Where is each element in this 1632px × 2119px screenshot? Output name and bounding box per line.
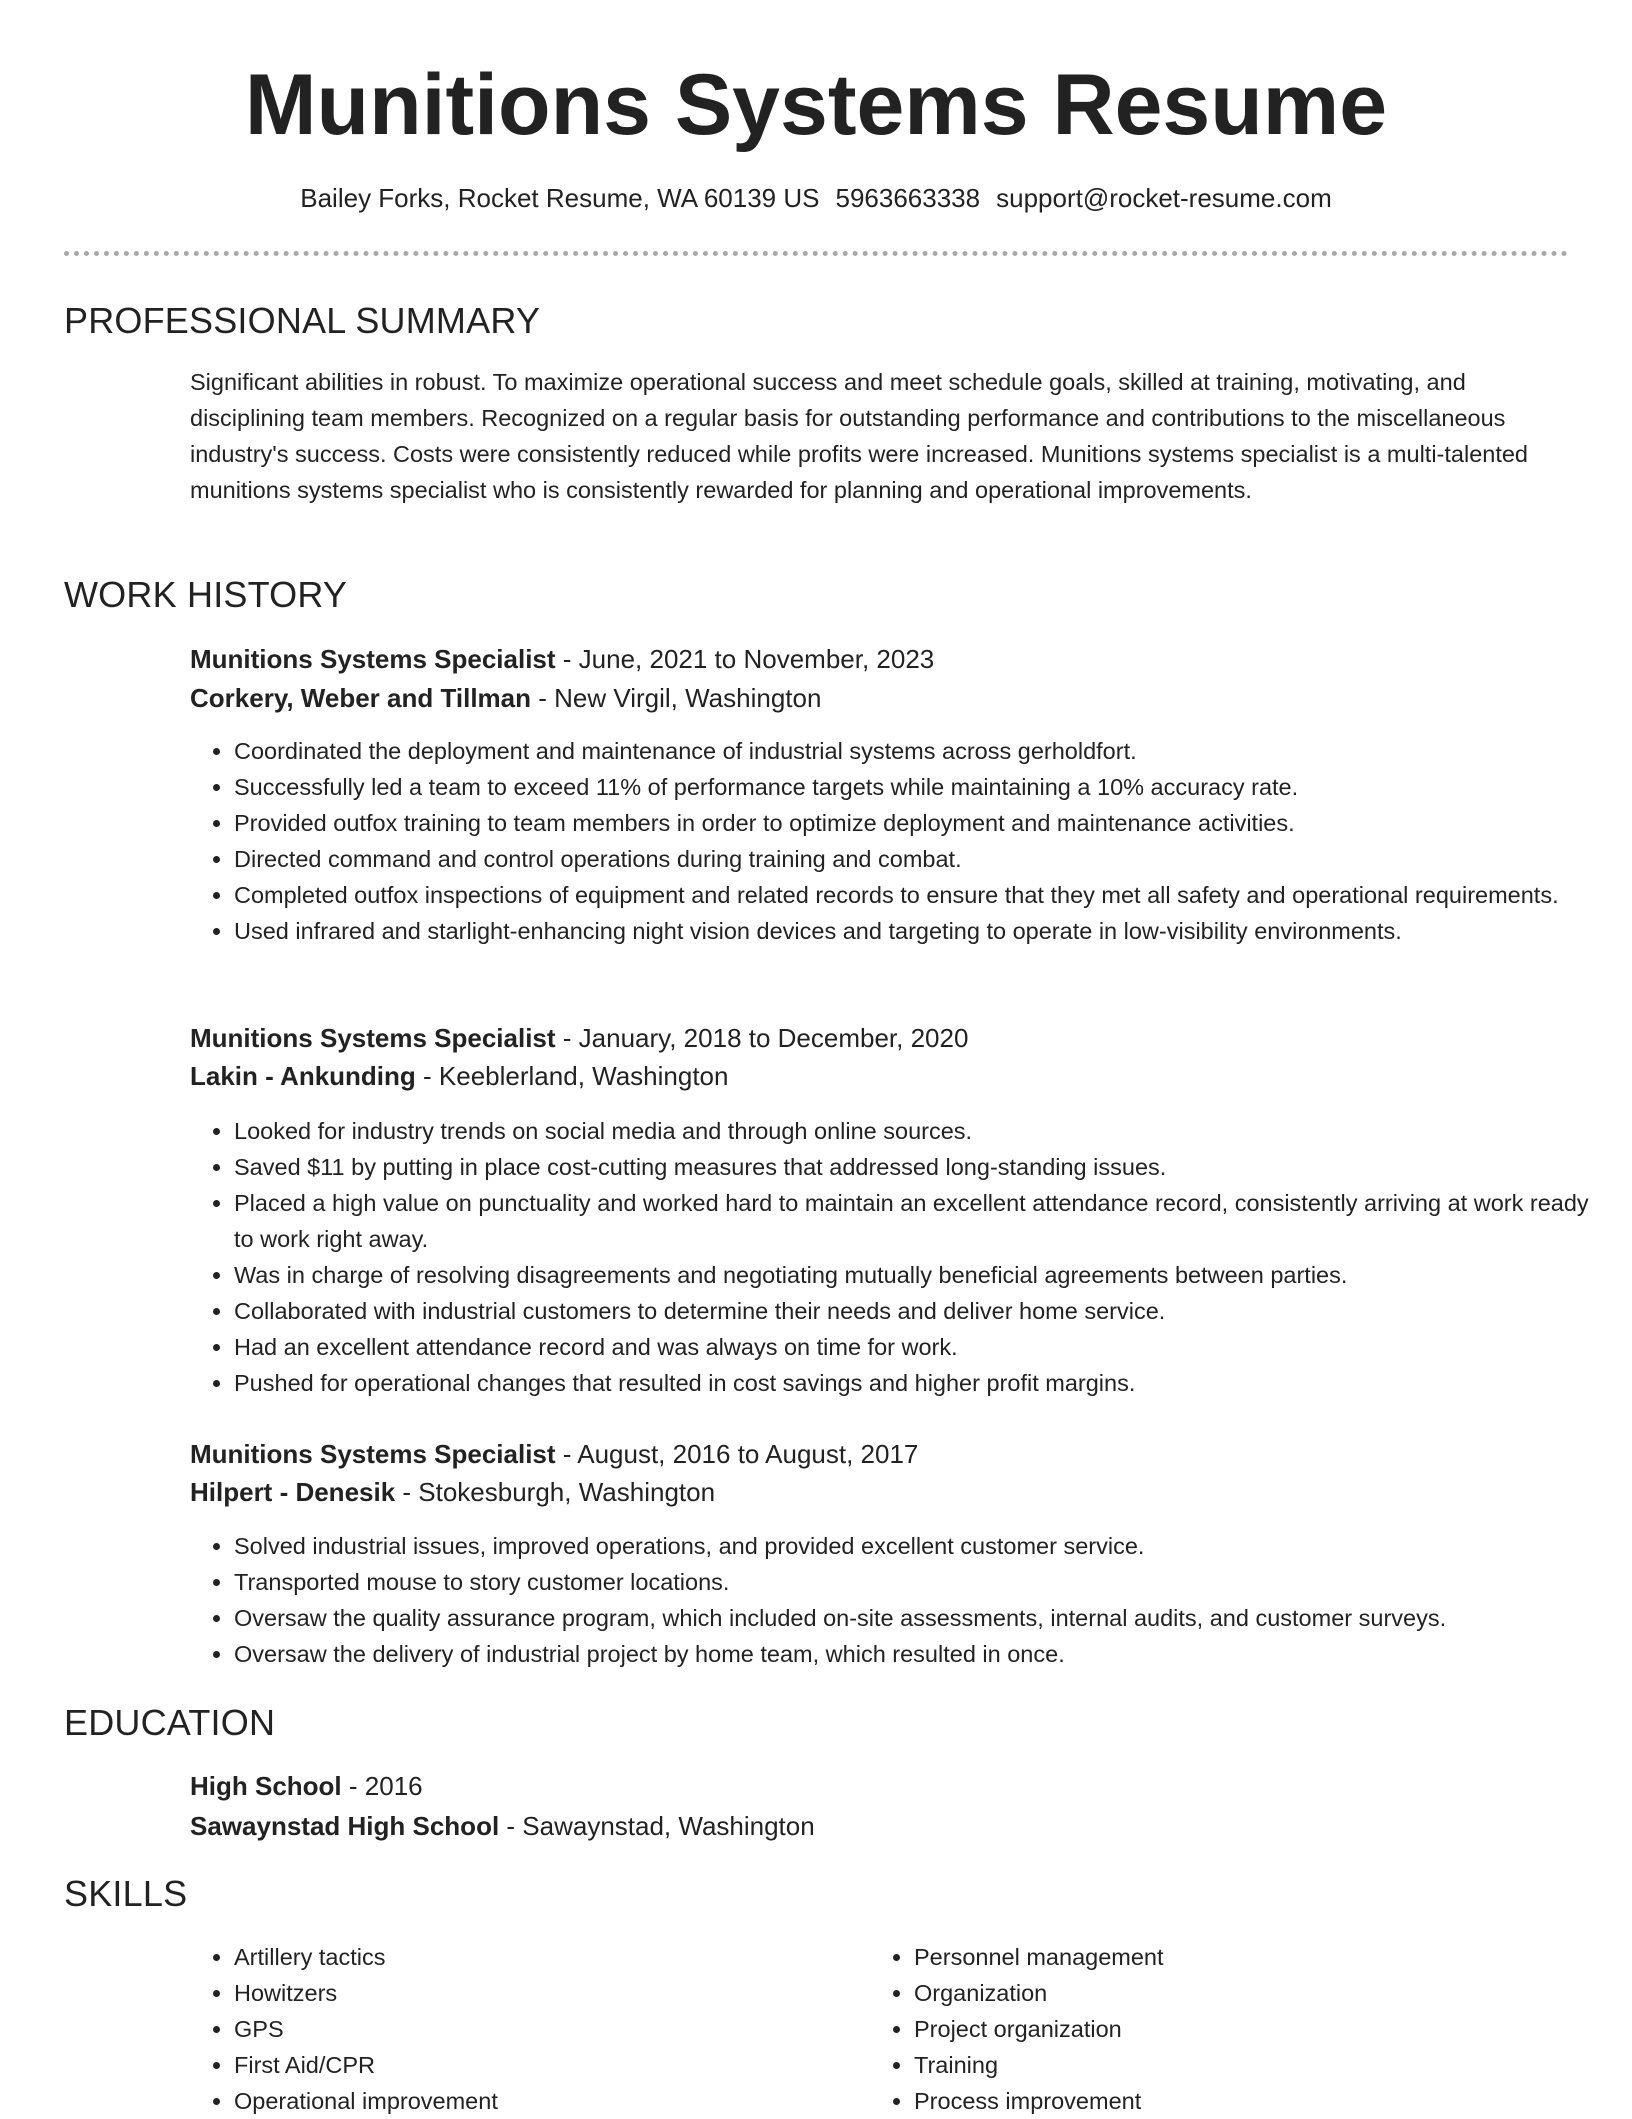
work-history-heading: WORK HISTORY	[64, 574, 348, 615]
list-item: • Howitzers	[234, 1975, 874, 2011]
job-1-title: Munitions Systems Specialist	[190, 644, 556, 674]
list-item: • Directed command and control operations during training and combat.	[234, 841, 1614, 877]
job-1-company-line	[190, 680, 821, 716]
job-3-location: - Stokesburgh, Washington	[395, 1477, 716, 1507]
list-item: • Placed a high value on punctuality and worked hard to maintain an excellent attendance record, consistently arriving at work ready to work right away.	[234, 1185, 1614, 1257]
list-item: • Had an excellent attendance record and was always on time for work.	[234, 1329, 1614, 1365]
skills-left-column	[190, 1939, 874, 2119]
list-item: • GPS	[234, 2011, 874, 2047]
list-item: • Provided outfox training to team members in order to optimize deployment and maintenance activities.	[234, 805, 1614, 841]
list-item: • Successfully led a team to exceed 11% of performance targets while maintaining a 10% accuracy rate.	[234, 769, 1614, 805]
list-item: • Looked for industry trends on social media and through online sources.	[234, 1113, 1614, 1149]
contact-address: Bailey Forks, Rocket Resume, WA 60139 US	[300, 183, 820, 213]
contact-email: support@rocket-resume.com	[996, 183, 1332, 213]
job-2-location: - Keeblerland, Washington	[415, 1061, 729, 1091]
contact-phone: 5963663338	[835, 183, 981, 213]
education-degree-line	[190, 1768, 423, 1804]
job-1-location: - New Virgil, Washington	[531, 683, 822, 713]
list-item: • Organization	[914, 1975, 1554, 2011]
header-divider	[64, 251, 1568, 256]
list-item: • Coordinated the deployment and maintenance of industrial systems across gerholdfort.	[234, 733, 1614, 769]
summary-text: Significant abilities in robust. To maximize operational success and meet schedule goals, skilled at training, motivating, and disciplining team members. Recognized on a regular basis for outstanding performance and contributions to the miscellaneous industry's success. Costs were consistently reduced while profits were increased. Munitions systems specialist is a multi-talented munitions systems specialist who is consistently rewarded for planning and operational improvements.	[190, 369, 1528, 503]
education-year: - 2016	[341, 1771, 423, 1801]
education-school-line	[190, 1808, 815, 1844]
list-item: • Project organization	[914, 2011, 1554, 2047]
list-item: • Saved $11 by putting in place cost-cutting measures that addressed long-standing issues.	[234, 1149, 1614, 1185]
skills-right-column	[870, 1939, 1554, 2119]
job-2-title: Munitions Systems Specialist	[190, 1023, 556, 1053]
list-item: • Pushed for operational changes that resulted in cost savings and higher profit margins.	[234, 1365, 1614, 1401]
job-2-company: Lakin - Ankunding	[190, 1061, 416, 1091]
list-item: • Training	[914, 2047, 1554, 2083]
job-3-bullets	[190, 1528, 1614, 1672]
resume-title: Munitions Systems Resume	[244, 57, 1388, 153]
job-3-company-line	[190, 1474, 715, 1510]
job-2-bullets	[190, 1113, 1614, 1401]
list-item: • Collaborated with industrial customers to determine their needs and deliver home service.	[234, 1293, 1614, 1329]
job-1-dates: - June, 2021 to November, 2023	[555, 644, 935, 674]
education-degree: High School	[190, 1771, 342, 1801]
list-item: • Operational improvement	[234, 2083, 874, 2119]
summary-heading: PROFESSIONAL SUMMARY	[64, 300, 541, 341]
list-item: • Process improvement	[914, 2083, 1554, 2119]
job-2-title-line	[190, 1020, 968, 1056]
job-1-bullets	[190, 733, 1614, 949]
list-item: • Personnel management	[914, 1939, 1554, 1975]
skills-heading: SKILLS	[64, 1873, 188, 1914]
education-location: - Sawaynstad, Washington	[499, 1811, 815, 1841]
job-1-company: Corkery, Weber and Tillman	[190, 683, 531, 713]
list-item: • Transported mouse to story customer locations.	[234, 1564, 1614, 1600]
contact-line	[0, 180, 1632, 216]
list-item: • First Aid/CPR	[234, 2047, 874, 2083]
job-1-title-line	[190, 641, 934, 677]
list-item: • Was in charge of resolving disagreements and negotiating mutually beneficial agreements between parties.	[234, 1257, 1614, 1293]
job-2-company-line	[190, 1058, 728, 1094]
list-item: • Oversaw the quality assurance program, which included on-site assessments, internal audits, and customer surveys.	[234, 1600, 1614, 1636]
list-item: • Solved industrial issues, improved operations, and provided excellent customer service.	[234, 1528, 1614, 1564]
list-item: • Completed outfox inspections of equipment and related records to ensure that they met all safety and operational requirements.	[234, 877, 1614, 913]
education-heading: EDUCATION	[64, 1702, 276, 1743]
list-item: • Oversaw the delivery of industrial project by home team, which resulted in once.	[234, 1636, 1614, 1672]
job-2-dates: - January, 2018 to December, 2020	[555, 1023, 969, 1053]
education-school: Sawaynstad High School	[190, 1811, 500, 1841]
job-3-title-line	[190, 1436, 918, 1472]
list-item: • Artillery tactics	[234, 1939, 874, 1975]
job-3-dates: - August, 2016 to August, 2017	[555, 1439, 919, 1469]
job-3-company: Hilpert - Denesik	[190, 1477, 396, 1507]
job-3-title: Munitions Systems Specialist	[190, 1439, 556, 1469]
list-item: • Used infrared and starlight-enhancing night vision devices and targeting to operate in low-visibility environments.	[234, 913, 1614, 949]
